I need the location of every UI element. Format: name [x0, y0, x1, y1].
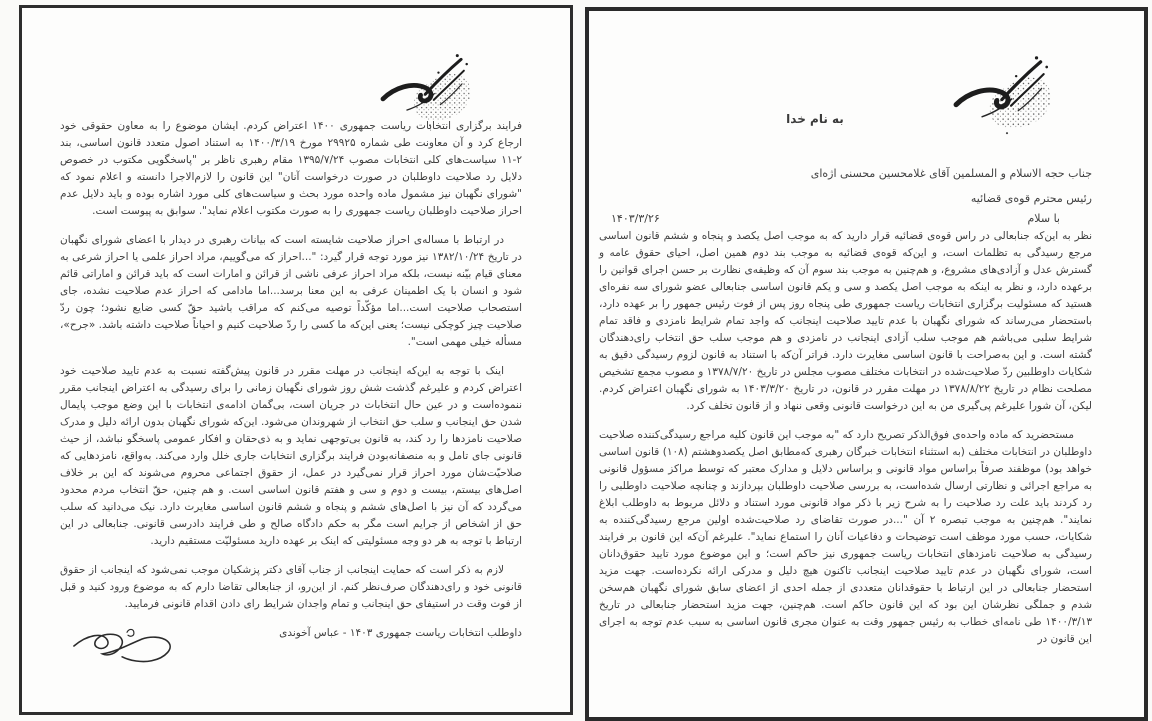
paragraph: در ارتباط با مساله‌ی احراز صلاحیت شایسته است که بیانات رهبری در دیدار با اعضای شورای نگهبان در تاریخ ۱۳۸۲/۱۰/۲۴ نیز مورد توجه قرار گیرد: "...احراز که می‌گوییم، مراد احراز علمی یا احراز شرعی به معنای قیام بیّنه نیست، بلکه مراد احراز عرفی ناشی از قرائن و امارات است که باید قرائن و اماراتی قائم شود و انسان با یک اطمینان عرفی به این معنا برسد...اما مادامی که احراز عدم صلاحیت نشده، جای استصحاب صلاحیت است...اما مؤکّداً توصیه می‌کنم که مراقب باشید حقّ کسی ضایع نشود؛ چون ردّ صلاحیت چیز کوچکی نیست؛ یعنی این‌که ما کسی را ردّ صلاحیت کنیم و احیاناً صلاحیت داشته باشد. «جرح»، مسأله خیلی مهمی است".: [60, 234, 522, 348]
handwritten-signature-icon: [70, 620, 188, 676]
paragraph: اینک با توجه به این‌که اینجانب در مهلت مقرر در قانون پیش‌گفته نسبت به عدم تایید صلاحیت خود اعتراض کردم و علیرغم گذشت شش روز شورای نگهبان زمانی را برای رسیدگی به اعتراض اینجانب مقرر ننموده‌است و در عین حال انتخابات در جریان است، بی‌گمان ادامه‌ی انتخابات با این وضع موجب پایمال شدن حق اینجانب و سلب حق انتخاب از شهروندان می‌شود. این‌که شورای نگهبان بدون ارائه دلیل و مدرک صلاحیت نامزدها را رد کند، به قانون بی‌توجهی نماید و به ذی‌حقان و افکار عمومی پاسخگو نباشد، از حیث قانونی جای تامل و به منصفانه‌بودن فرایند برگزاری انتخابات جاری خلل وارد می‌کند. به‌واقع، نامزدهایی که صلاحیّت‌شان مورد احراز قرار نمی‌گیرد در عمل، از حقوق اجتماعی محروم می‌شوند که این بر خلاف اصل‌های بیستم، بیست و دوم و سی و هفتم قانون اساسی است. و هم چنین، حقّ انتخاب مردم محدود می‌گردد که آن نیز با اصل‌های ششم و پنجاه و ششم قانون اساسی مغایرت دارد. نیک می‌دانید که سلب حق از اشخاص از جرایم است مگر به حکم دادگاه صالح و طی فرایند دادرسی قانونی. جنابعالی در این ارتباط با توجه به هر دو وجه مسئولیتی که اینک بر عهده دارید مسئولیّت مستقیم دارید.: [60, 365, 522, 547]
salutation-text: با سلام: [1027, 212, 1060, 225]
addressee-name: جناب حجه الاسلام و المسلمین آقای غلامحسین محسنی اژه‌ای: [810, 167, 1092, 180]
besmellah-heading: به نام خدا: [786, 112, 844, 126]
letter-page-2: [19, 5, 573, 715]
letter-date: ۱۴۰۳/۳/۲۶: [611, 212, 660, 225]
letter-page-1: [585, 7, 1148, 721]
addressee-block: [599, 161, 1092, 211]
paragraph-continuation: فرایند برگزاری انتخابات ریاست جمهوری ۱۴۰۰ اعتراض کردم. ایشان موضوع را به معاون حقوقی خود ارجاع کرد و آن معاونت طی شماره ۲۹۹۲۵ مورخ ۱۴۰۰/۳/۱۹ به استناد اصول متعدد قانون اساسی، بند ۲-۱۱ سیاست‌های کلی انتخابات مصوب ۱۳۹۵/۷/۲۴ مقام رهبری ناظر بر "پاسخگویی مکتوب در خصوص دلایل رد صلاحیت داوطلبان در صورت درخواست آنان" این قانون را لازم‌الاجرا دانسته و اعلام نمود که "شورای نگهبان نیز مشمول ماده واحده مورد بحث و سیاست‌های کلی مورد اشاره بوده و باید دلایل عدم احراز صلاحیت داوطلبان ریاست جمهوری را به صورت مکتوب اعلام نماید". سوابق به پیوست است.: [60, 120, 522, 217]
paragraph: مستحضرید که ماده واحده‌ی فوق‌الذکر تصریح دارد که "به موجب این قانون کلیه مراجع رسیدگی‌کننده صلاحیت داوطلبان در انتخابات مختلف (به استثناء انتخابات خبرگان رهبری که‌مطابق اصل یکصدوهشتم (۱۰۸) قانون اساسی خواهد بود) موظفند صرفاً براساس مواد قانونی و براساس دلایل و مدارک معتبر که توسط مراکز مسؤول قانونی به مراجع اجرائی و نظارتی ارسال شده‌است، به بررسی صلاحیت داوطلبان بپردازند و چنانچه صلاحیت داوطلبی را رد کردند باید علت رد صلاحیت را به شرح زیر با ذکر مواد قانونی مورد استناد و دلائل مربوط به داوطلب ابلاغ نمایند". هم‌چنین به موجب تبصره ۲ آن "...در صورت تقاضای رد صلاحیت‌شده اولین مرجع رسیدگی‌کننده به شکایات، حسب مورد موظف است توضیحات و دفاعیات آنان را استماع نماید". علیرغم آن‌که این قانون بر فرایند رسیدگی به صلاحیت نامزدهای انتخابات ریاست جمهوری نیز حاکم است؛ و این موضوع مورد تایید حقوق‌دانان است، شورای نگهبان در عدم تایید صلاحیت اینجانب تاکنون هیچ دلیل و مدرکی ارائه نکرده‌است. جهت مزید استحضار جنابعالی در این ارتباط با حقوقدانان متعددی از جمله احدی از اعضای سابق شورای نگهبان هم‌سخن شدم و جملگی نظرشان این بود که این قانون حاکم است. هم‌چنین، جهت مزید استحضار جنابعالی در تاریخ ۱۴۰۰/۳/۱۳ طی نامه‌ای خطاب به رئیس جمهور وقت به عنوان مجری قانون اساسی به سبب عدم توجه به اجرای این قانون در: [599, 429, 1092, 645]
addressee-title: رئیس محترم قوه‌ی قضائیه: [970, 192, 1092, 205]
page-1-body: [599, 228, 1092, 660]
page-2-body: [60, 118, 522, 654]
signoff-line: داوطلب انتخابات ریاست جمهوری ۱۴۰۳ - عباس آخوندی: [279, 627, 522, 639]
paragraph: لازم به ذکر است که حمایت اینجانب از جناب آقای دکتر پزشکیان موجب نمی‌شود که اینجانب از حقوق قانونی خود و رای‌دهندگان صرف‌نظر کنم. از این‌رو، از جنابعالی تقاضا دارم که به موضوع ورود کنید و قبل از فوت وقت در استیفای حق اینجانب و تمام واجدان شرایط رای دادن اقدام قانونی فرمایید.: [60, 564, 522, 610]
paragraph: نظر به این‌که جنابعالی در راس قوه‌ی قضائیه قرار دارید که به موجب اصل یکصد و پنجاه و ششم قانون اساسی مرجع رسیدگی به تظلمات است، و این‌که قوه‌ی قضائیه به موجب بند دوم همین اصل، احیای حقوق عامه و گسترش عدل و آزادی‌های مشروع، و هم‌چنین به موجب بند سوم آن که وظیفه‌ی نظارت بر حسن اجرای قوانین را برعهده دارد، و نظر به اینکه به موجب اصل یکصد و سی و یکم قانون اساسی جنابعالی عضو شورای سه نفره‌ای هستید که مسئولیت برگزاری انتخابات ریاست جمهوری طی پنجاه روز پس از فوت رئیس جمهور را بر عهده دارد، باستحضار می‌رساند که شورای نگهبان با عدم تایید صلاحیت اینجانب که واجد تمام شرایط نامزدی و فاقد تمام شرایط سلبی می‌باشم هم موجب سلب آزادی اینجانب در نامزدی و هم موجب سلب حق انتخاب رای‌دهندگان گشته است. و این به‌صراحت با قانون اساسی مغایرت دارد. فراتر آن‌که با استناد به قانون لزوم رسیدگی دقیق به شکایات داوطلبین ردّ صلاحیت‌شده در انتخابات مختلف مصوب مجلس در تاریخ ۱۳۷۸/۷/۲۰ و مصوب مجمع تشخیص مصلحت نظام در تاریخ ۱۳۷۸/۸/۲۲ در مهلت مقرر در قانون، در تاریخ ۱۴۰۳/۳/۲۰ به شورای نگهبان اعتراض کردم. لیکن، آن شورا علیرغم پی‌گیری من به این درخواست قانونی وقعی ننهاد و از قانون تخلف کرد.: [599, 230, 1092, 412]
